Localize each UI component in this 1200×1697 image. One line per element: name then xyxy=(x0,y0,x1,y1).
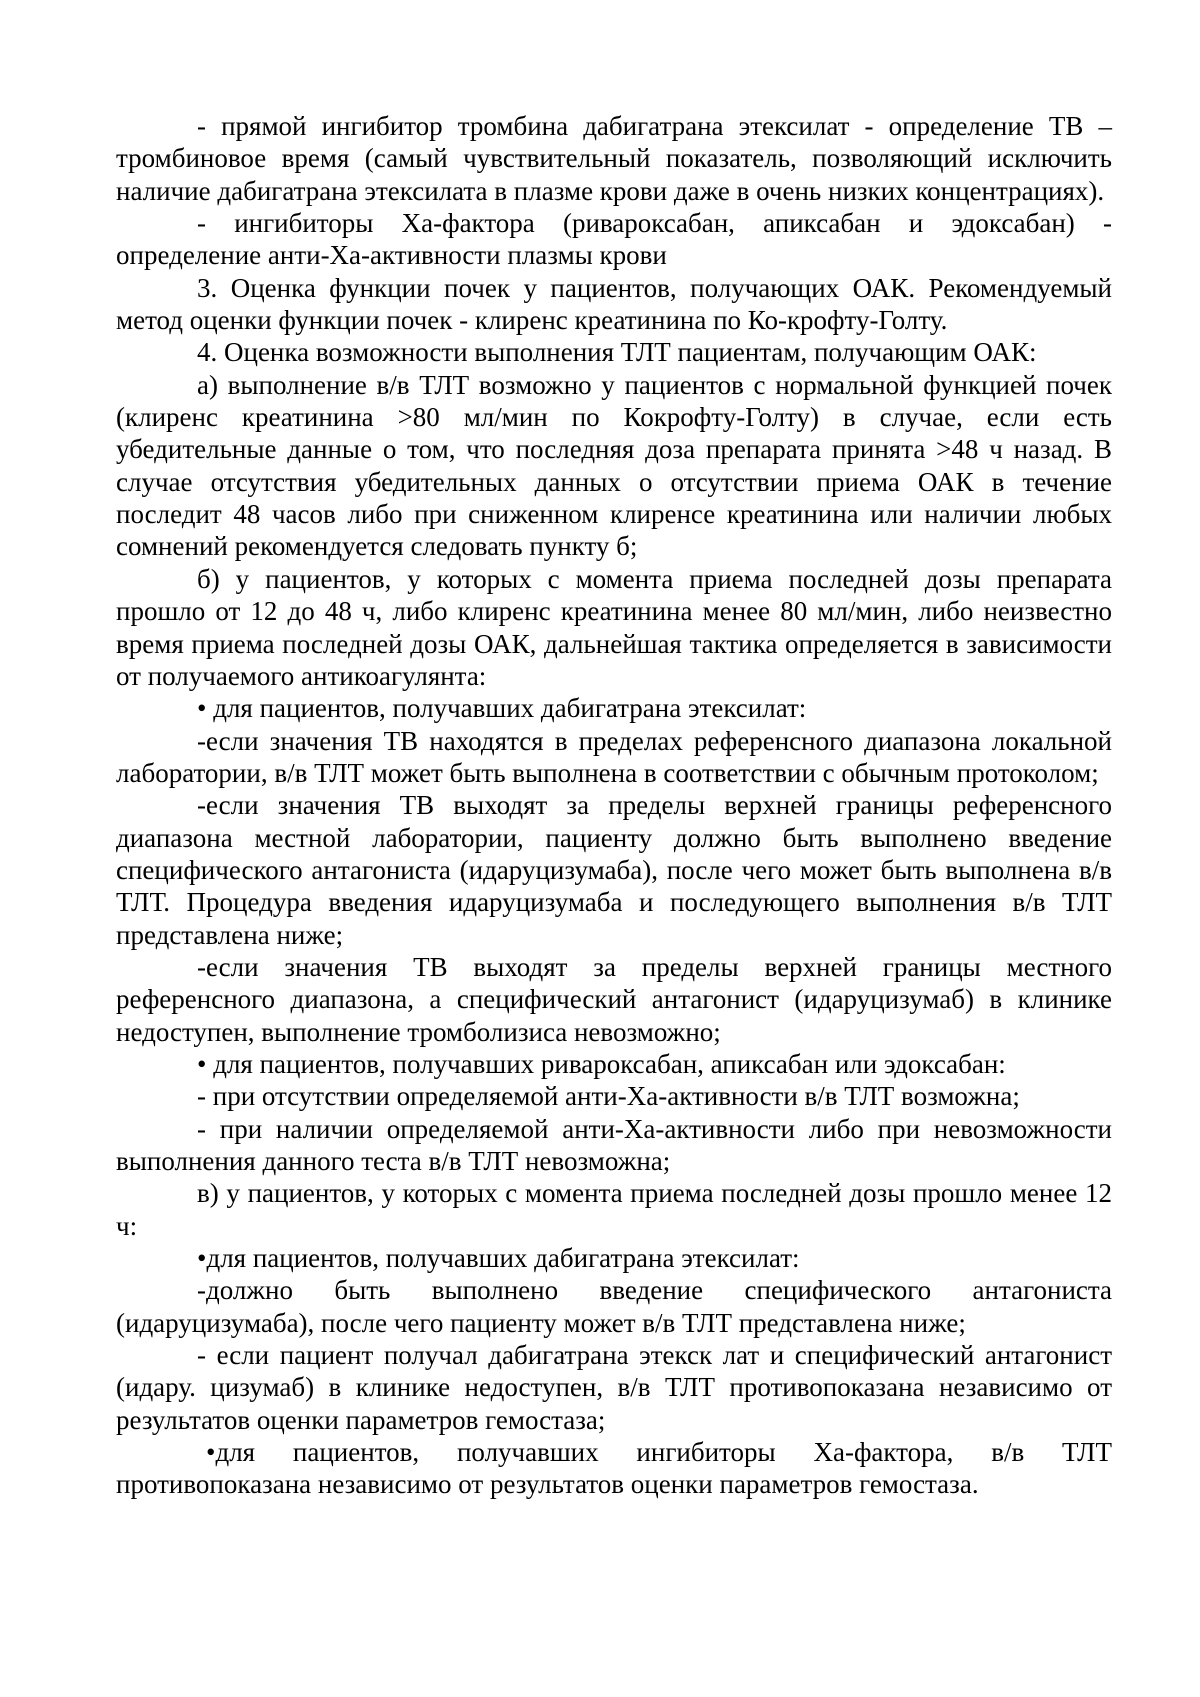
paragraph-antagonist-required: -должно быть выполнено введение специфического антагониста (идаруцизумаба), после чего пациенту может в/в ТЛТ представлена ниже; xyxy=(116,1275,1112,1338)
paragraph-xa-inhibitors: - ингибиторы Ха-фактора (ривароксабан, апиксабан и эдоксабан) - определение анти-Ха-активности плазмы крови xyxy=(116,208,1112,271)
paragraph-dabigatran-bullet: • для пациентов, получавших дабигатрана этексилат: xyxy=(197,693,807,724)
paragraph-tt-within-range: -если значения ТВ находятся в пределах референсного диапазона локальной лаборатории, в/в ТЛТ может быть выполнена в соответствии с обычным протоколом; xyxy=(116,725,1112,788)
paragraph-item-a: а) выполнение в/в ТЛТ возможно у пациентов с нормальной функцией почек (клиренс креатинина >80 мл/мин по Кокрофту-Голту) в случае, если есть убедительные данные о том, что последняя доза препарата принята >48 ч назад. В случае отсутствия убедительных данных о отсутствии приема ОАК в течение последит 48 часов либо при сниженном клиренсе креатинина или наличии любых сомнений рекомендуется следовать пункту б; xyxy=(116,369,1112,562)
paragraph-tlt-assessment: 4. Оценка возможности выполнения ТЛТ пациентам, получающим ОАК: xyxy=(197,337,1037,368)
paragraph-item-c: в) у пациентов, у которых с момента приема последней дозы прошло менее 12 ч: xyxy=(116,1178,1112,1241)
paragraph-dabigatran-bullet-2: •для пациентов, получавших дабигатрана этексилат: xyxy=(197,1243,800,1274)
paragraph-xa-bullet: • для пациентов, получавших ривароксабан, апиксабан или эдоксабан: xyxy=(197,1048,1006,1079)
document-page xyxy=(116,110,1112,1501)
paragraph-tt-above-range: -если значения ТВ выходят за пределы верхней границы референсного диапазона местной лаборатории, пациенту должно быть выполнено введение специфического антагониста (идаруцизумаба), после чего может быть выполнена в/в ТЛТ. Процедура введения идаруцизумаба и последующего выполнения в/в ТЛТ представлена ниже; xyxy=(116,790,1112,950)
paragraph-xa-contraindicated: •для пациентов, получавших ингибиторы Ха-фактора, в/в ТЛТ противопоказана независимо от результатов оценки параметров гемостаза. xyxy=(116,1437,1112,1500)
paragraph-xa-activity-present: - при наличии определяемой анти-Ха-активности либо при невозможности выполнения данного теста в/в ТЛТ невозможна; xyxy=(116,1113,1112,1176)
paragraph-renal-function: 3. Оценка функции почек у пациентов, получающих ОАК. Рекомендуемый метод оценки функции почек - клиренс креатинина по Ко-крофту-Голту. xyxy=(116,272,1112,336)
paragraph-item-b: б) у пациентов, у которых с момента приема последней дозы препарата прошло от 12 до 48 ч, либо клиренс креатинина менее 80 мл/мин, либо неизвестно время приема последней дозы ОАК, дальнейшая тактика определяется в зависимости от получаемого антикоагулянта: xyxy=(116,563,1112,691)
paragraph-dabigatran-tt: - прямой ингибитор тромбина дабигатрана этексилат - определение ТВ – тромбиновое время (самый чувствительный показатель, позволяющий исключить наличие дабигатрана этексилата в плазме крови даже в очень низких концентрациях). xyxy=(116,111,1112,206)
paragraph-antagonist-unavailable: -если значения ТВ выходят за пределы верхней границы местного референсного диапазона, а специфический антагонист (идаруцизумаб) в клинике недоступен, выполнение тромболизиса невозможно; xyxy=(116,951,1112,1047)
paragraph-antagonist-unavailable-2: - если пациент получал дабигатрана этекск лат и специфический антагонист (идару. цизумаб) в клинике недоступен, в/в ТЛТ противопоказана независимо от результатов оценки параметров гемостаза; xyxy=(116,1340,1112,1435)
paragraph-no-xa-activity: - при отсутствии определяемой анти-Ха-активности в/в ТЛТ возможна; xyxy=(197,1081,1020,1112)
